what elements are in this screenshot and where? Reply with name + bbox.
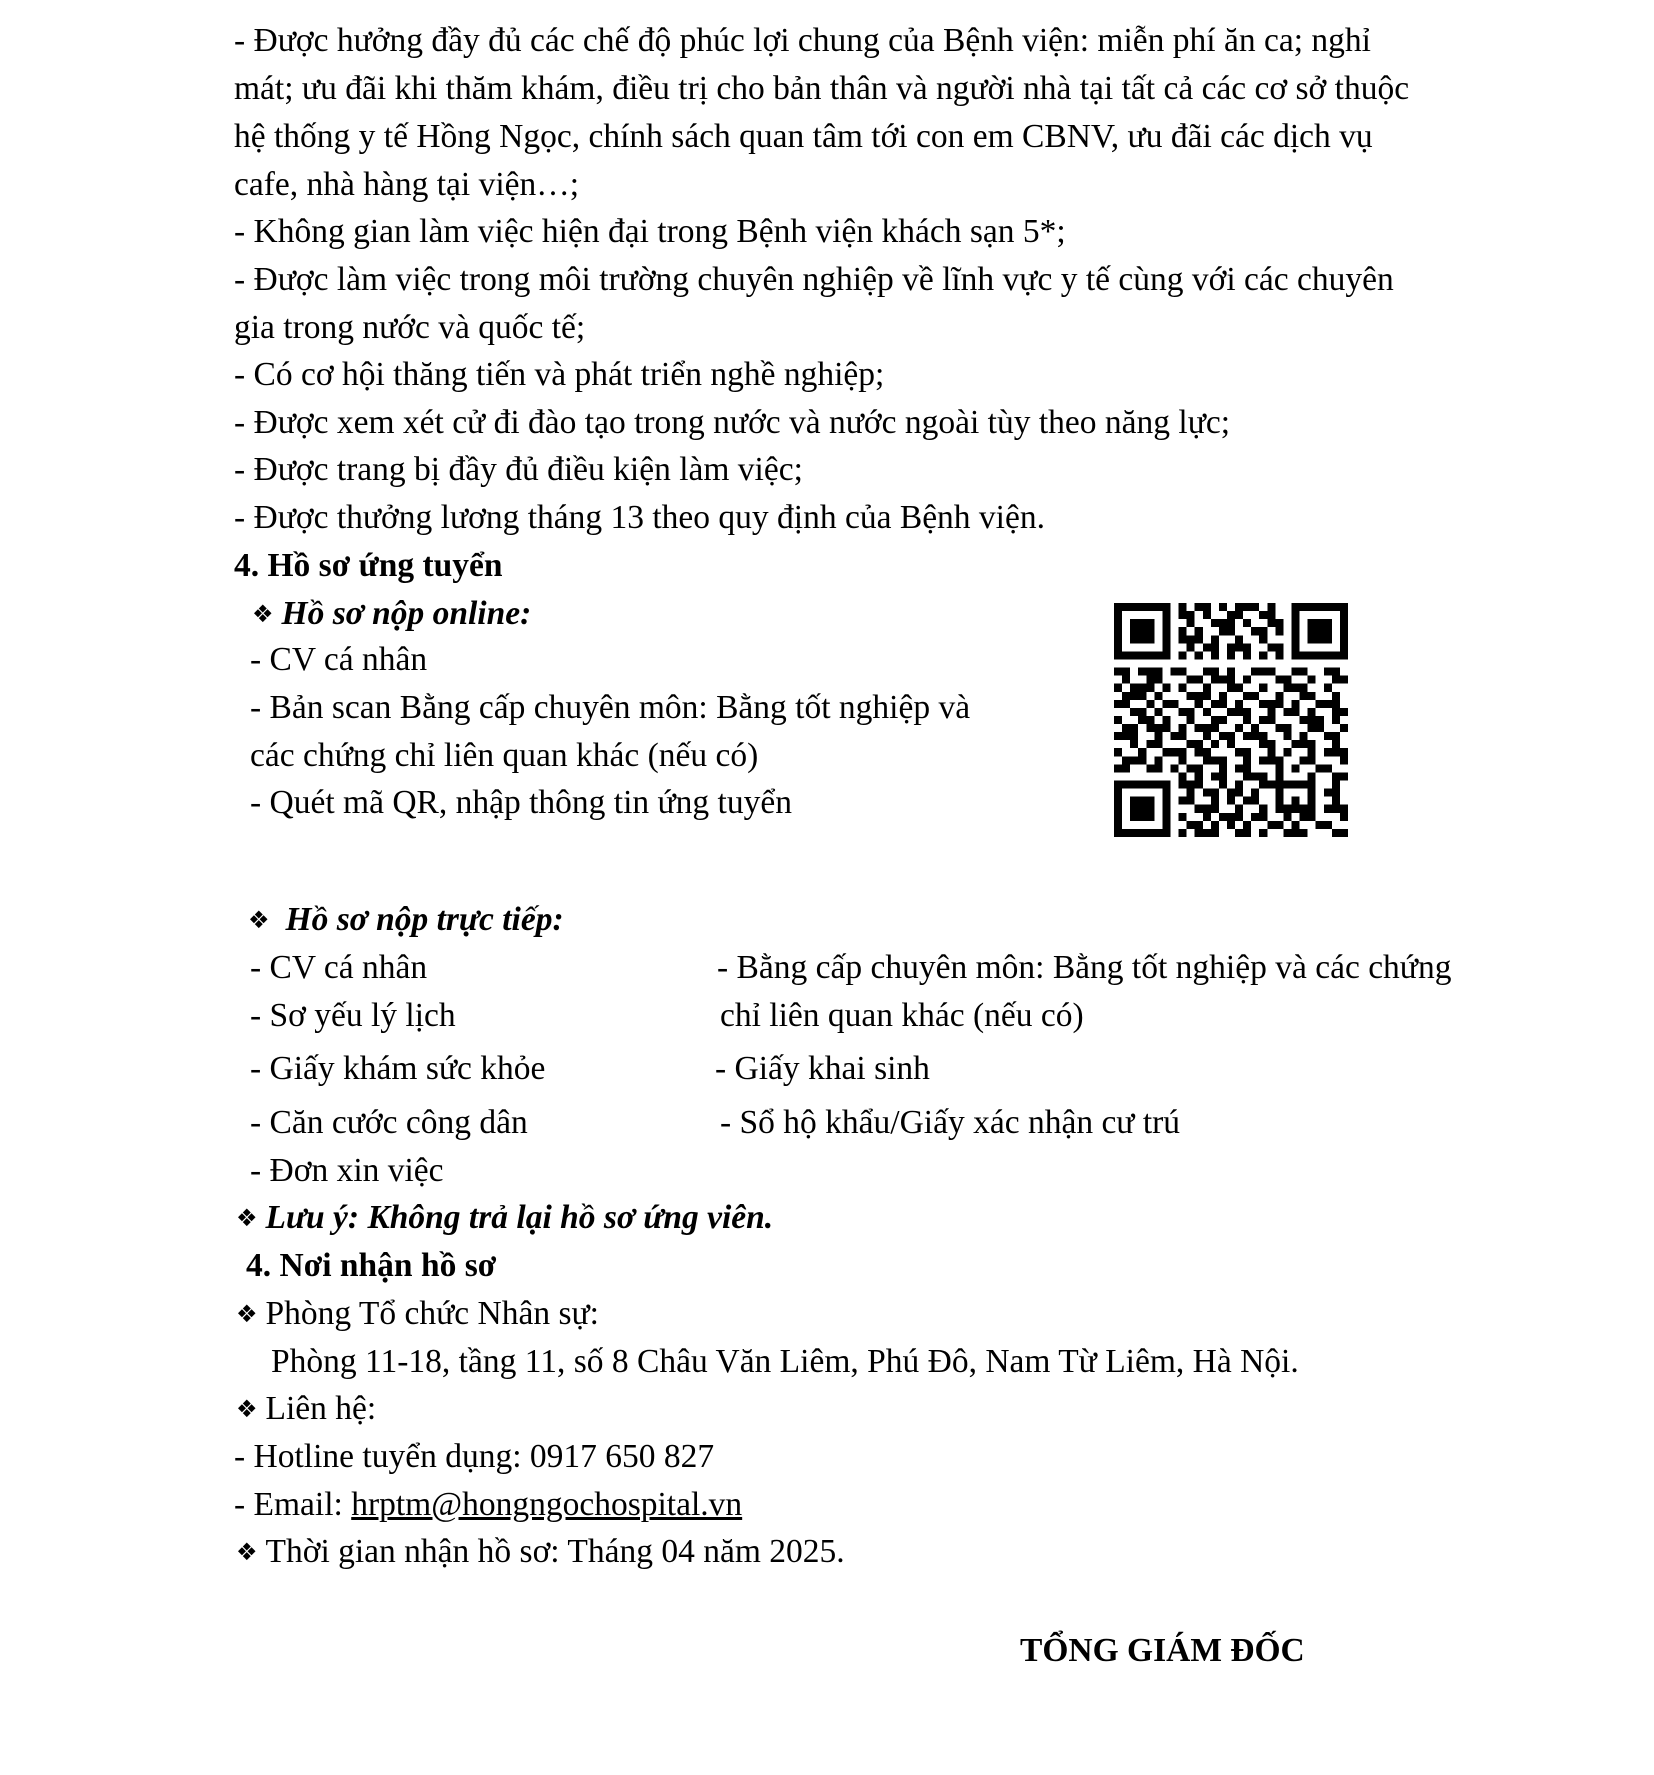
benefit-line: - Được làm việc trong môi trường chuyên nghiệp về lĩnh vực y tế cùng với các chuyên [234,261,1394,298]
diamond-bullet-icon: ❖ [236,1395,258,1423]
time-line: ❖ Thời gian nhận hồ sơ: Tháng 04 năm 2025. [236,1533,845,1570]
online-item: - Quét mã QR, nhập thông tin ứng tuyển [250,784,792,821]
online-item: các chứng chỉ liên quan khác (nếu có) [250,737,759,774]
department-line: ❖ Phòng Tổ chức Nhân sự: [236,1295,599,1332]
offline-subtitle: ❖ Hồ sơ nộp trực tiếp: [248,901,564,938]
offline-right-item: - Giấy khai sinh [715,1050,930,1087]
contact-line: ❖ Liên hệ: [236,1390,377,1427]
benefit-line: - Được trang bị đầy đủ điều kiện làm việc; [234,451,803,488]
online-item: - Bản scan Bằng cấp chuyên môn: Bằng tốt nghiệp và [250,689,971,726]
section-title-receive: 4. Nơi nhận hồ sơ [246,1247,497,1284]
section-title-application: 4. Hồ sơ ứng tuyển [234,547,503,584]
benefit-line: - Có cơ hội thăng tiến và phát triển nghề nghiệp; [234,356,885,393]
benefit-line: - Được xem xét cử đi đào tạo trong nước và nước ngoài tùy theo năng lực; [234,404,1231,441]
benefit-line: - Được thưởng lương tháng 13 theo quy định của Bệnh viện. [234,499,1045,536]
offline-right-item: chỉ liên quan khác (nếu có) [720,997,1084,1034]
email-link[interactable]: hrptm@hongngochospital.vn [351,1486,743,1523]
offline-right-item: - Sổ hộ khẩu/Giấy xác nhận cư trú [720,1104,1181,1141]
diamond-bullet-icon: ❖ [252,600,274,628]
offline-left-item: - Giấy khám sức khỏe [250,1050,546,1087]
email-label: - Email: [234,1486,352,1523]
qr-code-icon [1114,603,1348,837]
diamond-bullet-icon: ❖ [236,1538,258,1566]
online-subtitle: ❖ Hồ sơ nộp online: [252,595,532,632]
online-item: - CV cá nhân [250,641,428,678]
benefit-line: mát; ưu đãi khi thăm khám, điều trị cho bản thân và người nhà tại tất cả các cơ sở thuộc [234,70,1410,107]
benefit-line: - Không gian làm việc hiện đại trong Bệnh viện khách sạn 5*; [234,213,1066,250]
offline-left-item: - Căn cước công dân [250,1104,528,1141]
offline-left-item: - Đơn xin việc [250,1152,444,1189]
offline-left-item: - Sơ yếu lý lịch [250,997,456,1034]
offline-left-item: - CV cá nhân [250,949,428,986]
diamond-bullet-icon: ❖ [236,1204,258,1232]
benefit-line: cafe, nhà hàng tại viện…; [234,166,580,203]
signature-title: TỔNG GIÁM ĐỐC [1020,1632,1305,1669]
address-line: Phòng 11-18, tầng 11, số 8 Châu Văn Liêm, Phú Đô, Nam Từ Liêm, Hà Nội. [271,1343,1299,1380]
benefit-line: - Được hưởng đầy đủ các chế độ phúc lợi chung của Bệnh viện: miễn phí ăn ca; nghỉ [234,22,1371,59]
diamond-bullet-icon: ❖ [236,1300,258,1328]
hotline-line: - Hotline tuyển dụng: 0917 650 827 [234,1438,715,1475]
offline-right-item: - Bằng cấp chuyên môn: Bằng tốt nghiệp và các chứng [717,949,1452,986]
benefit-line: hệ thống y tế Hồng Ngọc, chính sách quan tâm tới con em CBNV, ưu đãi các dịch vụ [234,118,1373,155]
benefit-line: gia trong nước và quốc tế; [234,309,586,346]
email-line [234,1488,742,1522]
diamond-bullet-icon: ❖ [248,906,270,934]
note-line: ❖ Lưu ý: Không trả lại hồ sơ ứng viên. [236,1199,774,1236]
